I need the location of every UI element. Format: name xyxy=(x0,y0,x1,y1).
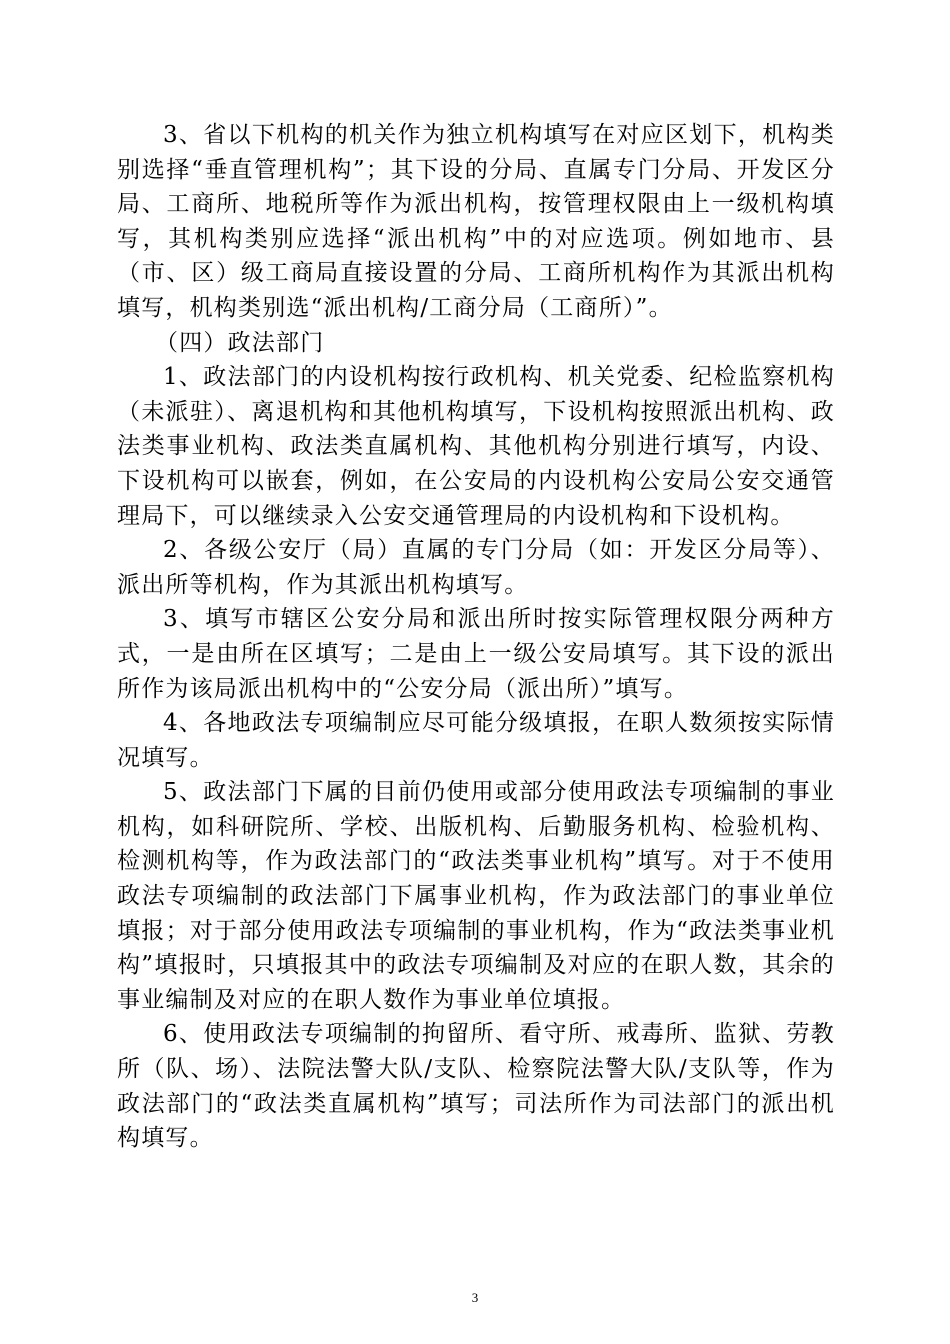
paragraph-public-security-branches: 2、各级公安厅（局）直属的专门分局（如：开发区分局等）、派出所等机构，作为其派出机构填写。 xyxy=(117,537,835,598)
paragraph-vertical-agencies: 3、省以下机构的机关作为独立机构填写在对应区划下，机构类别选择“垂直管理机构”；其下设的分局、直属专门分局、开发区分局、工商所、地税所等作为派出机构，按管理权限由上一级机构填写，其机构类别应选择“派出机构”中的对应选项。例如地市、县（市、区）级工商局直接设置的分局、工商所机构作为其派出机构填写，机构类别选“派出机构/工商分局（工商所）”。 xyxy=(117,122,835,321)
paragraph-special-staffing: 4、各地政法专项编制应尽可能分级填报，在职人数须按实际情况填写。 xyxy=(117,710,835,771)
document-body xyxy=(117,118,835,1156)
page-number: 3 xyxy=(471,1290,479,1305)
paragraph-district-public-security: 3、填写市辖区公安分局和派出所时按实际管理权限分两种方式，一是由所在区填写；二是由上一级公安局填写。其下设的派出所作为该局派出机构中的“公安分局（派出所）”填写。 xyxy=(117,606,835,702)
paragraph-direct-agencies: 6、使用政法专项编制的拘留所、看守所、戒毒所、监狱、劳教所（队、场）、法院法警大队/支队、检察院法警大队/支队等，作为政法部门的“政法类直属机构”填写；司法所作为司法部门的派出机构填写。 xyxy=(117,1021,835,1152)
paragraph-internal-agencies: 1、政法部门的内设机构按行政机构、机关党委、纪检监察机构（未派驻）、离退机构和其他机构填写，下设机构按照派出机构、政法类事业机构、政法类直属机构、其他机构分别进行填写，内设、下设机构可以嵌套，例如，在公安局的内设机构公安局公安交通管理局下，可以继续录入公安交通管理局的内设机构和下设机构。 xyxy=(117,364,835,529)
paragraph-public-institutions: 5、政法部门下属的目前仍使用或部分使用政法专项编制的事业机构，如科研院所、学校、出版机构、后勤服务机构、检验机构、检测机构等，作为政法部门的“政法类事业机构”填写。对于不使用政法专项编制的政法部门下属事业机构，作为政法部门的事业单位填报；对于部分使用政法专项编制的事业机构，作为“政法类事业机构”填报时，只填报其中的政法专项编制及对应的在职人数，其余的事业编制及对应的在职人数作为事业单位填报。 xyxy=(117,779,835,1013)
section-heading-political-legal: （四）政法部门 xyxy=(155,329,325,356)
